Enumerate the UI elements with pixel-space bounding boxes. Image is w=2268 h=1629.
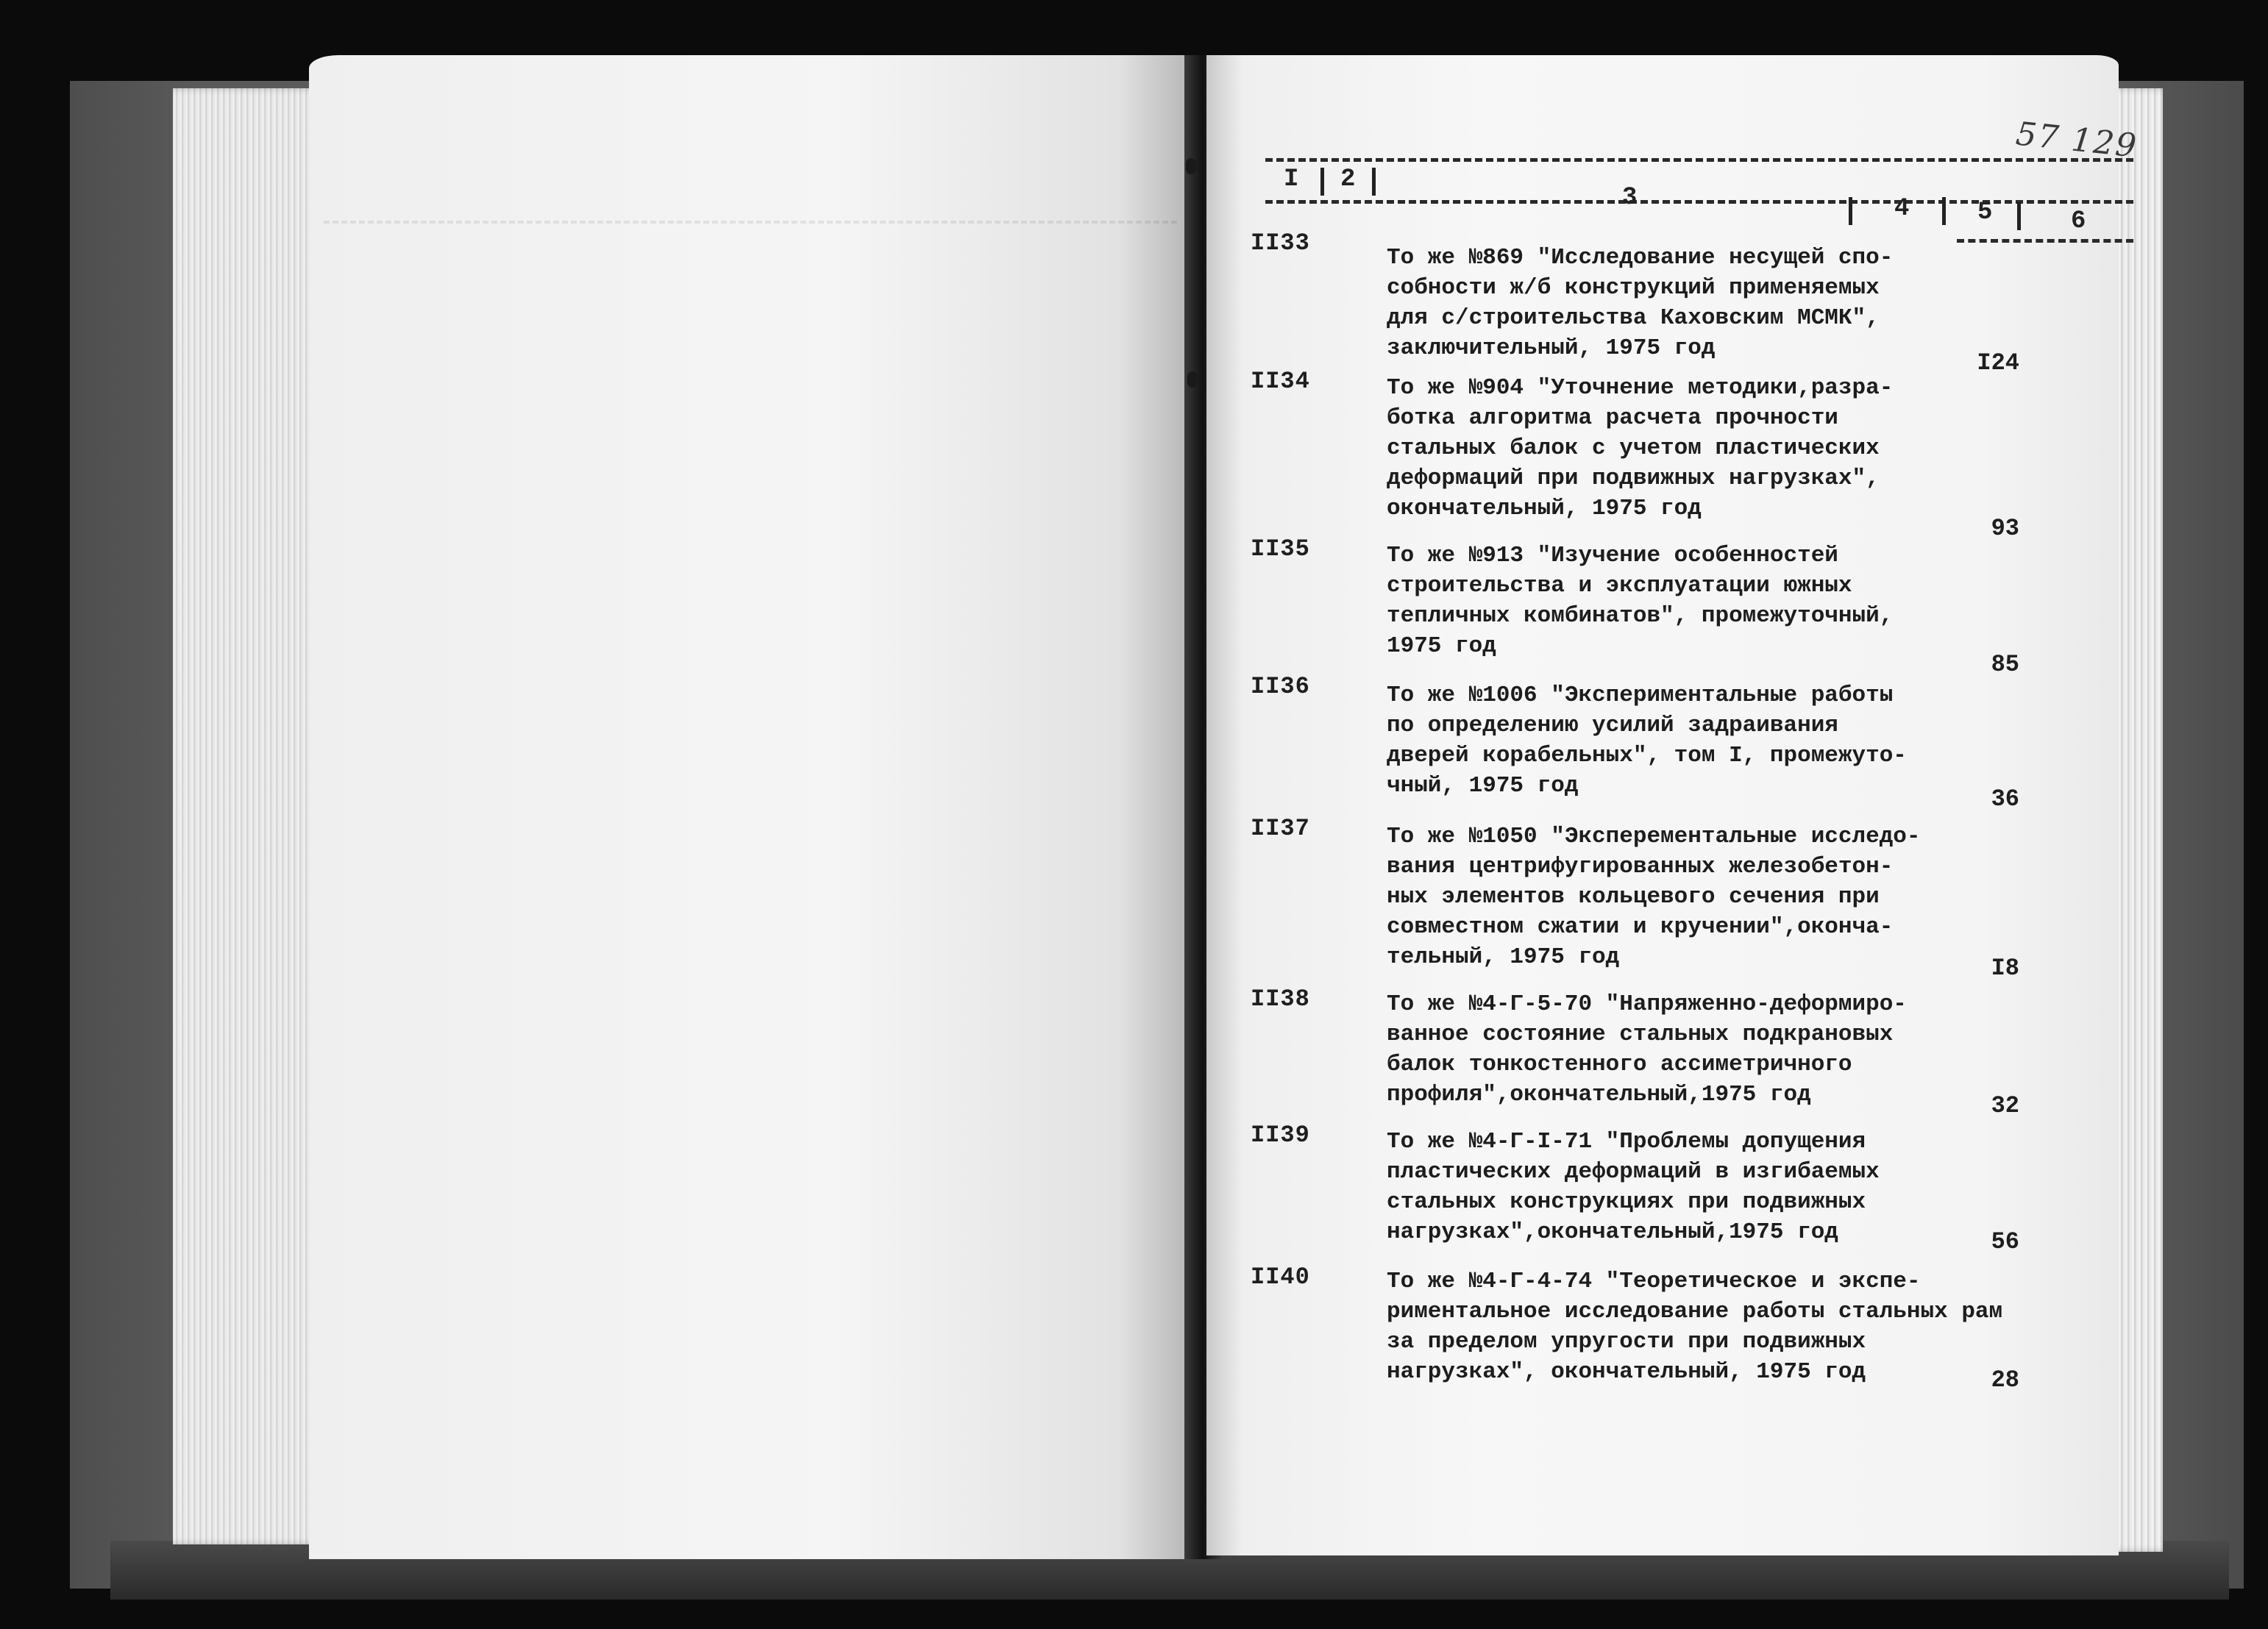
entry-description: То же №1050 "Эксперементальные исследо- вания центрифугированных железобетон- ных элементов кольцевого сечения при совместном сжатии и кручении",оконча- тельный, 1975 год <box>1387 824 1921 970</box>
entry-pages: 93 <box>1991 515 2019 542</box>
entry-pages: 56 <box>1991 1228 2019 1255</box>
entry-description: То же №4-Г-I-71 "Проблемы допущения пластических деформаций в изгибаемых стальных конструкциях при подвижных нагрузках",окончательный,1975 год <box>1387 1129 1880 1245</box>
binding-hole <box>1186 158 1196 174</box>
left-page <box>309 55 1188 1559</box>
entry-pages: 28 <box>1991 1366 2019 1394</box>
column-header-3: 3 <box>1622 184 1638 212</box>
entry-number: II39 <box>1251 1122 1310 1149</box>
entry-number: II36 <box>1251 673 1310 700</box>
entry-pages: 85 <box>1991 651 2019 678</box>
entry-pages: 36 <box>1991 785 2019 813</box>
entry-description: То же №4-Г-5-70 "Напряженно-деформиро- ванное состояние стальных подкрановых балок тонкостенного ассиметричного профиля",окончательный,1975 год <box>1387 991 1907 1108</box>
column-header-6: 6 <box>2071 207 2086 235</box>
entry-pages: I8 <box>1991 955 2019 982</box>
header-rule-mid <box>1265 200 2133 204</box>
entry-description: То же №913 "Изучение особенностей строительства и эксплуатации южных тепличных комбинатов", промежуточный, 1975 год <box>1387 543 1894 659</box>
header-rule-bottom <box>1957 239 2133 243</box>
folio-number: 57 129 <box>2013 115 2140 165</box>
header-rule-top <box>1265 158 2133 162</box>
column-header-4: 4 <box>1894 195 1910 223</box>
left-page-bleed-rule <box>324 221 1177 224</box>
column-separator <box>2017 202 2021 230</box>
column-header-1: I <box>1284 165 1299 193</box>
entry-number: II37 <box>1251 815 1310 842</box>
entry-number: II33 <box>1251 229 1310 257</box>
entry-description: То же №904 "Уточнение методики,разра- ботка алгоритма расчета прочности стальных балок с учетом пластических деформаций при подвижных нагрузках", окончательный, 1975 год <box>1387 375 1894 521</box>
entry-number: II34 <box>1251 368 1310 395</box>
entry-number: II35 <box>1251 535 1310 563</box>
entry-pages: 32 <box>1991 1092 2019 1119</box>
entry-description: То же №4-Г-4-74 "Теоретическое и экспе- риментальное исследование работы стальных рам за пределом упругости при подвижных нагрузках", окончательный, 1975 год <box>1387 1269 2003 1385</box>
left-page-edges <box>173 88 331 1544</box>
column-separator <box>1942 197 1946 225</box>
entry-description: То же №1006 "Экспериментальные работы по определению усилий задраивания дверей корабельных", том I, промежуто- чный, 1975 год <box>1387 682 1907 799</box>
entry-pages: I24 <box>1977 349 2019 377</box>
entry-number: II38 <box>1251 985 1310 1013</box>
column-header-2: 2 <box>1340 165 1356 193</box>
column-separator <box>1320 168 1324 196</box>
entry-number: II40 <box>1251 1263 1310 1291</box>
column-header-5: 5 <box>1977 199 1993 227</box>
column-separator <box>1372 168 1376 196</box>
binding-hole <box>1187 371 1198 388</box>
entry-description: То же №869 "Исследование несущей спо- собности ж/б конструкций применяемых для с/строительства Каховским МСМК", заключительный, 1975 год <box>1387 245 1894 361</box>
column-separator <box>1849 197 1852 225</box>
